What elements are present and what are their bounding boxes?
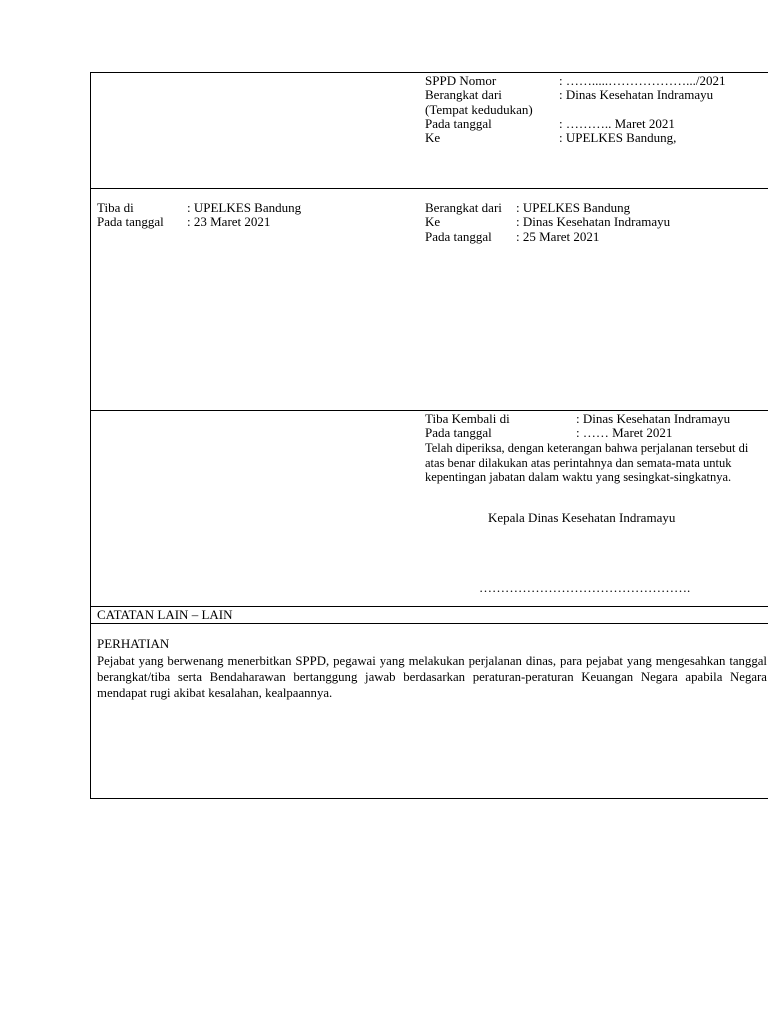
field-label: SPPD Nomor (425, 73, 497, 88)
attention-text: Pejabat yang berwenang menerbitkan SPPD, pegawai yang melakukan perjalanan dinas, para pejabat yang mengesahkan tanggal berangkat/tiba serta Bendaharawan bertanggung jawab berdasarkan peraturan-peraturan Keuangan Negara apabila Negara mendapat rugi akibat kesalahan, kealpaannya. (97, 654, 767, 700)
field-value: : 25 Maret 2021 (516, 228, 600, 244)
field-label: Berangkat dari (425, 200, 502, 215)
return-arrival-date-row (425, 426, 768, 440)
return-destination-row (425, 215, 768, 229)
field-label: Ke (425, 214, 441, 230)
return-arrival-info (425, 412, 768, 441)
field-value: : …… Maret 2021 (576, 425, 673, 441)
arrival-date-row (97, 215, 397, 229)
return-arrival-place-row (425, 412, 768, 426)
notes-heading: CATATAN LAIN – LAIN (97, 607, 233, 622)
field-value: : UPELKES Bandung (187, 200, 302, 215)
field-label: Ke (425, 130, 441, 146)
signature-line: …………………………………………. (479, 580, 691, 595)
departure-info (425, 74, 768, 145)
departure-from-row (425, 88, 768, 102)
return-date-row (425, 230, 768, 244)
destination-row (425, 131, 768, 145)
field-value: : Dinas Kesehatan Indramayu (559, 87, 714, 103)
field-value: : Dinas Kesehatan Indramayu (576, 411, 731, 426)
return-departure-info (425, 201, 768, 244)
section-divider-1 (91, 188, 768, 189)
field-value: : 23 Maret 2021 (187, 214, 271, 230)
field-value: : ……….. Maret 2021 (559, 115, 675, 131)
return-departure-from-row (425, 201, 768, 215)
sppd-form (90, 72, 768, 799)
attention-heading: PERHATIAN (97, 636, 170, 651)
field-value: : UPELKES Bandung (516, 200, 631, 215)
verification-statement: Telah diperiksa, dengan keterangan bahwa perjalanan tersebut di atas benar dilakukan atas perintahnya dan semata-mata untuk kepentingan jabatan dalam waktu yang sesingkat-singkatnya. (425, 441, 749, 484)
field-label: Pada tanggal (425, 115, 492, 131)
arrival-info (97, 201, 397, 230)
signatory-title: Kepala Dinas Kesehatan Indramayu (488, 510, 676, 525)
arrival-place-row (97, 201, 397, 215)
field-label: (Tempat kedudukan) (425, 101, 533, 117)
field-label: Berangkat dari (425, 87, 502, 103)
field-label: Pada tanggal (97, 214, 164, 230)
section-divider-4 (91, 623, 768, 624)
sppd-number-row (425, 74, 768, 88)
departure-date-row (425, 117, 768, 131)
field-label: Tiba Kembali di (425, 411, 510, 426)
field-label: Pada tanggal (425, 228, 492, 244)
place-of-post-row (425, 103, 768, 117)
field-label: Pada tanggal (425, 425, 492, 441)
field-value: : Dinas Kesehatan Indramayu (516, 214, 671, 230)
field-label: Tiba di (97, 200, 134, 215)
field-value: : UPELKES Bandung, (559, 130, 677, 146)
field-value: : …….....……………….../2021 (559, 73, 726, 88)
